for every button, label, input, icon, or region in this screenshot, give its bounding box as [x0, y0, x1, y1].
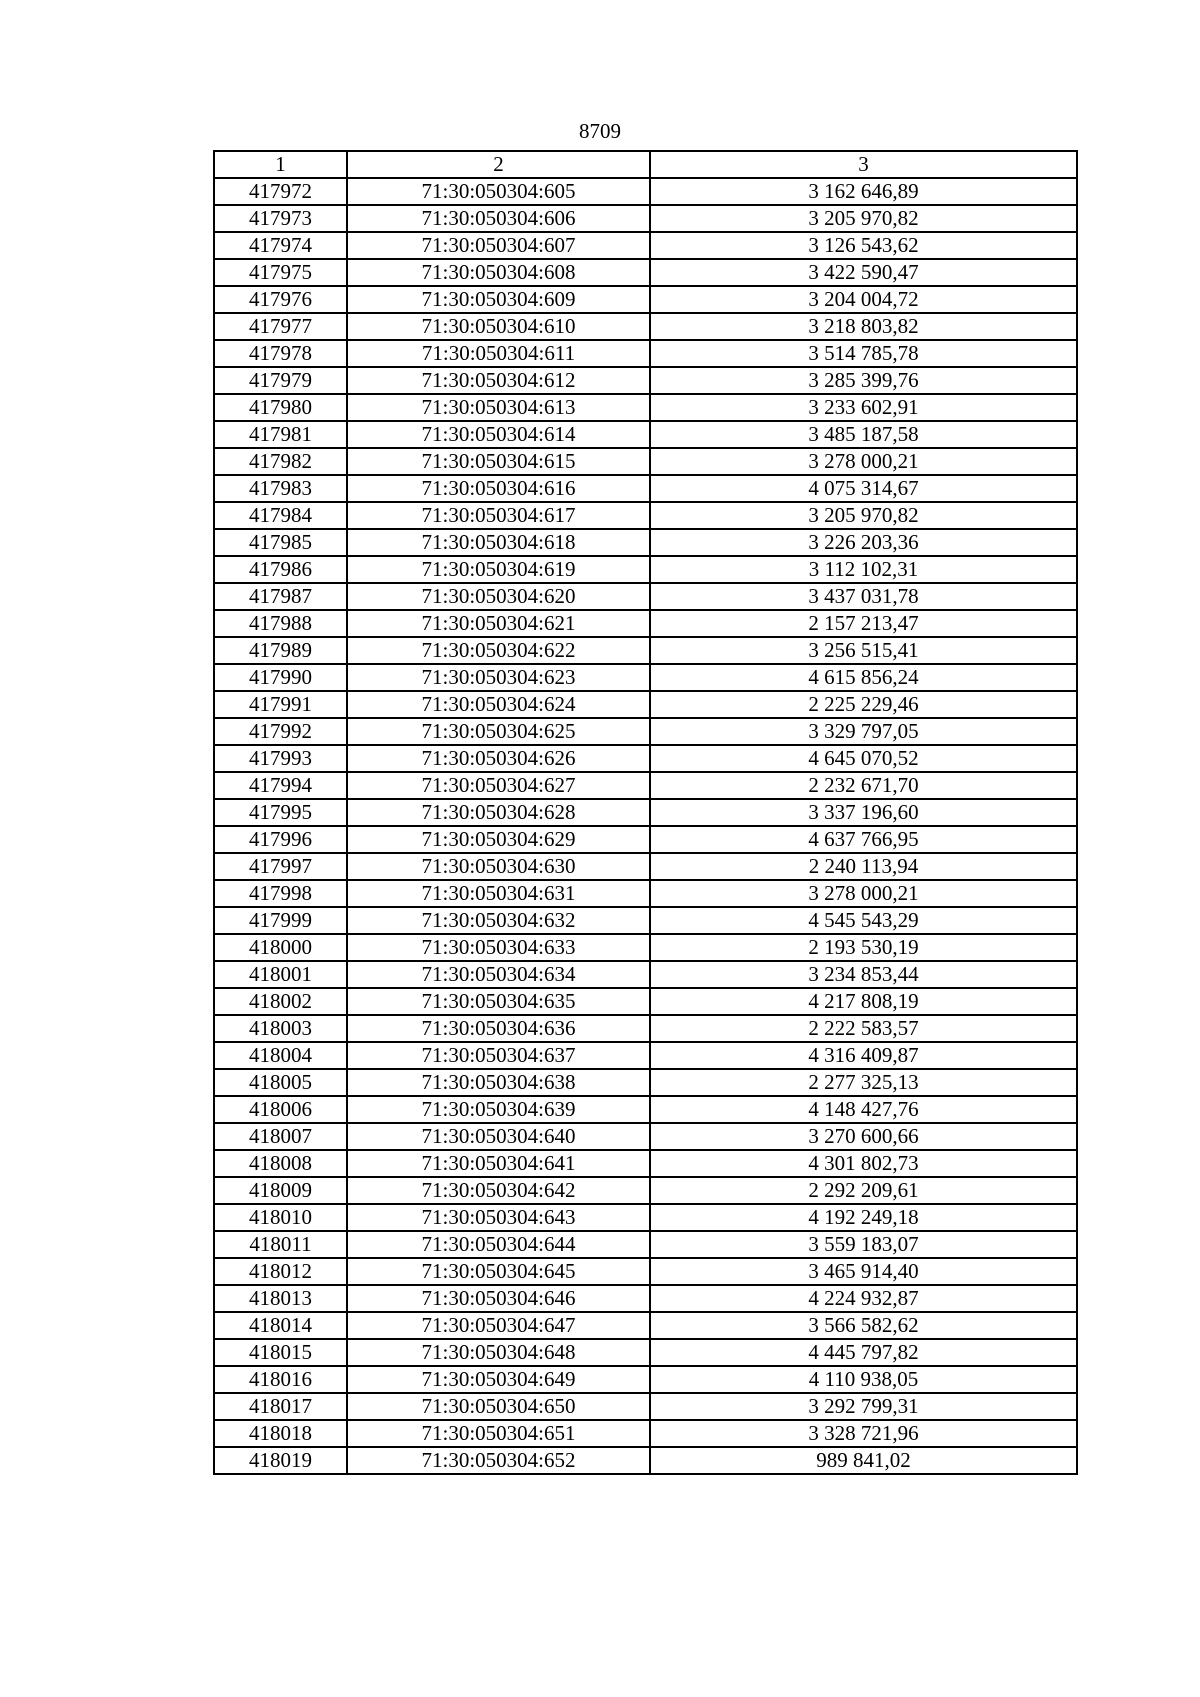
table-row [214, 556, 1077, 583]
table-row [214, 1393, 1077, 1420]
cell-cadastral-number: 71:30:050304:612 [347, 367, 650, 394]
cell-number: 417972 [214, 178, 347, 205]
cell-value: 4 615 856,24 [650, 664, 1077, 691]
table-row [214, 1150, 1077, 1177]
column-header-3: 3 [650, 151, 1077, 178]
cell-cadastral-number: 71:30:050304:610 [347, 313, 650, 340]
cell-number: 418018 [214, 1420, 347, 1447]
cell-value: 3 126 543,62 [650, 232, 1077, 259]
table-row [214, 1312, 1077, 1339]
table-row [214, 232, 1077, 259]
cell-cadastral-number: 71:30:050304:609 [347, 286, 650, 313]
cell-cadastral-number: 71:30:050304:644 [347, 1231, 650, 1258]
table-row [214, 502, 1077, 529]
table-row [214, 988, 1077, 1015]
table-row [214, 907, 1077, 934]
cell-cadastral-number: 71:30:050304:627 [347, 772, 650, 799]
cell-cadastral-number: 71:30:050304:643 [347, 1204, 650, 1231]
cell-value: 4 301 802,73 [650, 1150, 1077, 1177]
table-row [214, 1096, 1077, 1123]
cell-cadastral-number: 71:30:050304:606 [347, 205, 650, 232]
cell-number: 418019 [214, 1447, 347, 1474]
cell-number: 417994 [214, 772, 347, 799]
cell-value: 3 328 721,96 [650, 1420, 1077, 1447]
cell-cadastral-number: 71:30:050304:645 [347, 1258, 650, 1285]
cell-value: 989 841,02 [650, 1447, 1077, 1474]
table-row [214, 340, 1077, 367]
table-row [214, 718, 1077, 745]
cell-number: 417995 [214, 799, 347, 826]
cell-number: 417989 [214, 637, 347, 664]
cell-cadastral-number: 71:30:050304:651 [347, 1420, 650, 1447]
table-row [214, 772, 1077, 799]
table-row [214, 637, 1077, 664]
cell-value: 3 112 102,31 [650, 556, 1077, 583]
cell-number: 418011 [214, 1231, 347, 1258]
cell-value: 4 637 766,95 [650, 826, 1077, 853]
cell-value: 3 485 187,58 [650, 421, 1077, 448]
table-row [214, 1420, 1077, 1447]
cell-value: 3 226 203,36 [650, 529, 1077, 556]
cell-cadastral-number: 71:30:050304:625 [347, 718, 650, 745]
cell-cadastral-number: 71:30:050304:613 [347, 394, 650, 421]
cell-value: 2 222 583,57 [650, 1015, 1077, 1042]
cell-number: 417993 [214, 745, 347, 772]
cell-value: 3 278 000,21 [650, 448, 1077, 475]
cell-number: 417978 [214, 340, 347, 367]
cell-number: 418016 [214, 1366, 347, 1393]
cell-number: 417977 [214, 313, 347, 340]
table-row [214, 1042, 1077, 1069]
cell-cadastral-number: 71:30:050304:617 [347, 502, 650, 529]
cell-value: 3 234 853,44 [650, 961, 1077, 988]
cell-number: 417999 [214, 907, 347, 934]
cell-value: 3 292 799,31 [650, 1393, 1077, 1420]
cell-number: 418010 [214, 1204, 347, 1231]
table-row [214, 1123, 1077, 1150]
cell-value: 3 465 914,40 [650, 1258, 1077, 1285]
table-row [214, 1339, 1077, 1366]
cell-cadastral-number: 71:30:050304:631 [347, 880, 650, 907]
table-row [214, 934, 1077, 961]
cell-number: 418008 [214, 1150, 347, 1177]
table-row [214, 799, 1077, 826]
cell-cadastral-number: 71:30:050304:648 [347, 1339, 650, 1366]
cell-number: 418017 [214, 1393, 347, 1420]
cell-number: 417990 [214, 664, 347, 691]
cell-cadastral-number: 71:30:050304:642 [347, 1177, 650, 1204]
cell-value: 2 292 209,61 [650, 1177, 1077, 1204]
cell-value: 4 075 314,67 [650, 475, 1077, 502]
cell-number: 417973 [214, 205, 347, 232]
cell-value: 4 192 249,18 [650, 1204, 1077, 1231]
cell-number: 417976 [214, 286, 347, 313]
cell-value: 3 233 602,91 [650, 394, 1077, 421]
cell-cadastral-number: 71:30:050304:605 [347, 178, 650, 205]
cell-value: 2 240 113,94 [650, 853, 1077, 880]
cell-value: 4 217 808,19 [650, 988, 1077, 1015]
table-row [214, 1258, 1077, 1285]
cell-value: 3 559 183,07 [650, 1231, 1077, 1258]
cell-number: 418009 [214, 1177, 347, 1204]
table-row [214, 259, 1077, 286]
cell-cadastral-number: 71:30:050304:641 [347, 1150, 650, 1177]
cell-cadastral-number: 71:30:050304:636 [347, 1015, 650, 1042]
cell-value: 3 437 031,78 [650, 583, 1077, 610]
cell-cadastral-number: 71:30:050304:639 [347, 1096, 650, 1123]
cell-value: 3 329 797,05 [650, 718, 1077, 745]
cell-value: 2 232 671,70 [650, 772, 1077, 799]
cell-value: 4 316 409,87 [650, 1042, 1077, 1069]
table-row [214, 1447, 1077, 1474]
cell-number: 417991 [214, 691, 347, 718]
cell-cadastral-number: 71:30:050304:621 [347, 610, 650, 637]
cell-cadastral-number: 71:30:050304:630 [347, 853, 650, 880]
cell-number: 417992 [214, 718, 347, 745]
table-row [214, 1285, 1077, 1312]
table-row [214, 394, 1077, 421]
cell-number: 418002 [214, 988, 347, 1015]
cell-number: 417987 [214, 583, 347, 610]
cell-cadastral-number: 71:30:050304:638 [347, 1069, 650, 1096]
cell-value: 3 278 000,21 [650, 880, 1077, 907]
table-row [214, 826, 1077, 853]
table-row [214, 448, 1077, 475]
table-row [214, 313, 1077, 340]
cell-number: 417975 [214, 259, 347, 286]
cell-value: 3 422 590,47 [650, 259, 1077, 286]
table-row [214, 178, 1077, 205]
cell-value: 3 256 515,41 [650, 637, 1077, 664]
cell-value: 4 224 932,87 [650, 1285, 1077, 1312]
cell-number: 418005 [214, 1069, 347, 1096]
cell-number: 418003 [214, 1015, 347, 1042]
table-body [214, 178, 1077, 1474]
cell-cadastral-number: 71:30:050304:640 [347, 1123, 650, 1150]
cell-value: 3 270 600,66 [650, 1123, 1077, 1150]
cell-value: 3 337 196,60 [650, 799, 1077, 826]
cell-value: 3 205 970,82 [650, 205, 1077, 232]
cell-number: 417997 [214, 853, 347, 880]
table-row [214, 961, 1077, 988]
table-header [214, 151, 1077, 178]
cell-cadastral-number: 71:30:050304:611 [347, 340, 650, 367]
cell-cadastral-number: 71:30:050304:620 [347, 583, 650, 610]
cell-number: 418014 [214, 1312, 347, 1339]
cell-cadastral-number: 71:30:050304:637 [347, 1042, 650, 1069]
cell-cadastral-number: 71:30:050304:614 [347, 421, 650, 448]
cell-number: 417981 [214, 421, 347, 448]
table-row [214, 610, 1077, 637]
cell-cadastral-number: 71:30:050304:615 [347, 448, 650, 475]
cell-value: 2 157 213,47 [650, 610, 1077, 637]
cell-value: 3 566 582,62 [650, 1312, 1077, 1339]
table-row [214, 421, 1077, 448]
cell-cadastral-number: 71:30:050304:635 [347, 988, 650, 1015]
cell-value: 3 514 785,78 [650, 340, 1077, 367]
cell-value: 2 225 229,46 [650, 691, 1077, 718]
cell-value: 4 148 427,76 [650, 1096, 1077, 1123]
table-row [214, 880, 1077, 907]
cell-value: 3 162 646,89 [650, 178, 1077, 205]
cell-number: 417988 [214, 610, 347, 637]
table-row [214, 286, 1077, 313]
cell-value: 4 445 797,82 [650, 1339, 1077, 1366]
cell-cadastral-number: 71:30:050304:650 [347, 1393, 650, 1420]
cell-number: 417998 [214, 880, 347, 907]
cell-value: 4 110 938,05 [650, 1366, 1077, 1393]
cell-value: 2 193 530,19 [650, 934, 1077, 961]
cell-number: 417984 [214, 502, 347, 529]
table-row [214, 1231, 1077, 1258]
cell-number: 418000 [214, 934, 347, 961]
cell-number: 418001 [214, 961, 347, 988]
cell-value: 3 218 803,82 [650, 313, 1077, 340]
cell-number: 418013 [214, 1285, 347, 1312]
cell-number: 418006 [214, 1096, 347, 1123]
table-row [214, 1204, 1077, 1231]
cell-number: 417974 [214, 232, 347, 259]
table-row [214, 1069, 1077, 1096]
cell-cadastral-number: 71:30:050304:632 [347, 907, 650, 934]
cell-cadastral-number: 71:30:050304:624 [347, 691, 650, 718]
cell-cadastral-number: 71:30:050304:634 [347, 961, 650, 988]
cell-cadastral-number: 71:30:050304:629 [347, 826, 650, 853]
cell-number: 418004 [214, 1042, 347, 1069]
cell-value: 3 285 399,76 [650, 367, 1077, 394]
cell-value: 2 277 325,13 [650, 1069, 1077, 1096]
table-row [214, 1015, 1077, 1042]
cell-cadastral-number: 71:30:050304:618 [347, 529, 650, 556]
cell-number: 418007 [214, 1123, 347, 1150]
cell-cadastral-number: 71:30:050304:652 [347, 1447, 650, 1474]
table-row [214, 1177, 1077, 1204]
cell-value: 4 545 543,29 [650, 907, 1077, 934]
cell-cadastral-number: 71:30:050304:628 [347, 799, 650, 826]
table-row [214, 475, 1077, 502]
cell-value: 3 205 970,82 [650, 502, 1077, 529]
cell-number: 418015 [214, 1339, 347, 1366]
cell-cadastral-number: 71:30:050304:607 [347, 232, 650, 259]
table-row [214, 529, 1077, 556]
table-row [214, 664, 1077, 691]
data-table [213, 150, 1078, 1475]
cell-number: 417985 [214, 529, 347, 556]
cell-number: 418012 [214, 1258, 347, 1285]
cell-number: 417982 [214, 448, 347, 475]
page-number: 8709 [579, 119, 621, 143]
cell-cadastral-number: 71:30:050304:646 [347, 1285, 650, 1312]
cell-number: 417986 [214, 556, 347, 583]
cell-cadastral-number: 71:30:050304:647 [347, 1312, 650, 1339]
cell-number: 417996 [214, 826, 347, 853]
cell-cadastral-number: 71:30:050304:608 [347, 259, 650, 286]
cell-number: 417980 [214, 394, 347, 421]
cell-number: 417983 [214, 475, 347, 502]
table-row [214, 205, 1077, 232]
table-row [214, 691, 1077, 718]
table-row [214, 1366, 1077, 1393]
cell-value: 4 645 070,52 [650, 745, 1077, 772]
cell-cadastral-number: 71:30:050304:633 [347, 934, 650, 961]
cell-cadastral-number: 71:30:050304:616 [347, 475, 650, 502]
cell-cadastral-number: 71:30:050304:619 [347, 556, 650, 583]
cell-cadastral-number: 71:30:050304:623 [347, 664, 650, 691]
table-row [214, 583, 1077, 610]
column-header-1: 1 [214, 151, 347, 178]
table-row [214, 853, 1077, 880]
cell-value: 3 204 004,72 [650, 286, 1077, 313]
table-row [214, 367, 1077, 394]
cell-number: 417979 [214, 367, 347, 394]
cell-cadastral-number: 71:30:050304:626 [347, 745, 650, 772]
column-header-2: 2 [347, 151, 650, 178]
cell-cadastral-number: 71:30:050304:622 [347, 637, 650, 664]
table-row [214, 745, 1077, 772]
table-header-row [214, 151, 1077, 178]
cell-cadastral-number: 71:30:050304:649 [347, 1366, 650, 1393]
